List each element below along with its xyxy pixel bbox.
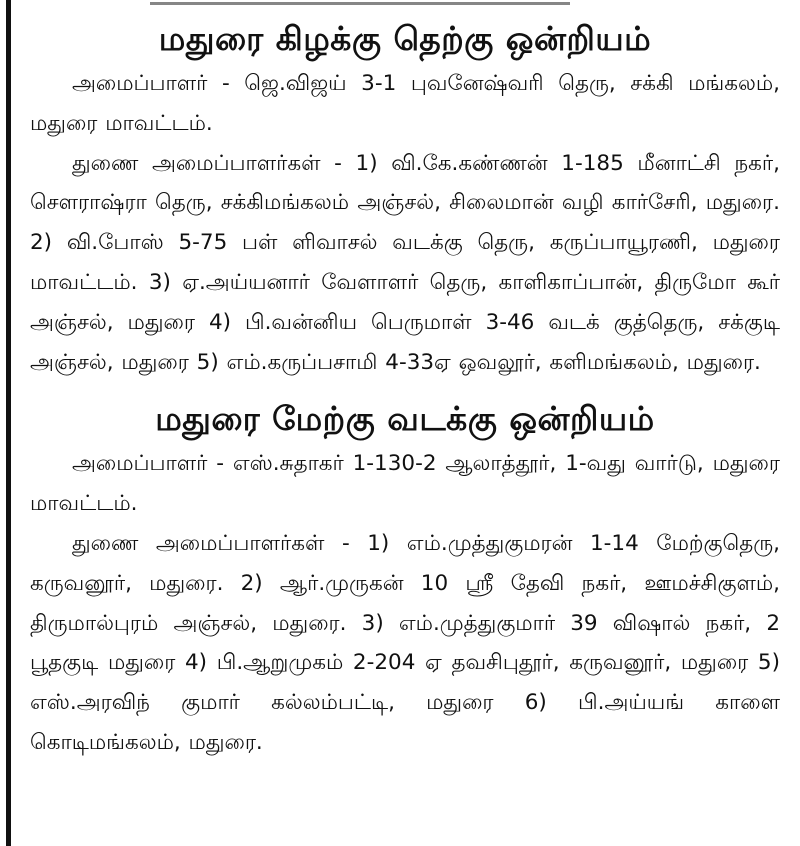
- column-rule: [6, 0, 11, 846]
- section-title: மதுரை மேற்கு வடக்கு ஒன்றியம்: [155, 399, 655, 439]
- section-title: மதுரை கிழக்கு தெற்கு ஒன்றியம்: [158, 19, 652, 58]
- organizer-paragraph: அமைப்பாளர் - எஸ்.சுதாகர் 1-130-2 ஆலாத்தூர், 1-வது வார்டு, மதுரை மாவட்டம்.: [30, 451, 780, 517]
- section-east-south-union: [30, 0, 780, 382]
- deputies-paragraph: துணை அமைப்பாளர்கள் - 1) வி.கே.கண்ணன் 1-185 மீனாட்சி நகர், சௌராஷ்ரா தெரு, சக்கிமங்கலம் அஞ்சல், சிலைமான் வழி கார்சேரி, மதுரை. 2) வி.போஸ் 5-75 பள் ளிவாசல் வடக்கு தெரு, கருப்பாயூரணி, மதுரை மாவட்டம். 3) ஏ.அய்யனார் வேளாளர் தெரு, காளிகாப்பான், திருமோ கூர் அஞ்சல், மதுரை 4) பி.வன்னிய பெருமாள் 3-46 வடக் குத்தெரு, சக்குடி அஞ்சல், மதுரை 5) எம்.கருப்பசாமி 4-33ஏ ஒவலூர், களிமங்கலம், மதுரை.: [30, 150, 780, 375]
- deputies-paragraph: துணை அமைப்பாளர்கள் - 1) எம்.முத்துகுமரன் 1-14 மேற்குதெரு, கருவனூர், மதுரை. 2) ஆர்.முருகன் 10 ஸ்ரீ தேவி நகர், ஊமச்சிகுளம், திருமால்புரம் அஞ்சல், மதுரை. 3) எம்.முத்துகுமார் 39 விஷால் நகர், 2 பூதகுடி மதுரை 4) பி.ஆறுமுகம் 2-204 ஏ தவசிபுதூர், கருவனூர், மதுரை 5) எஸ்.அரவிந் குமார் கல்லம்பட்டி, மதுரை 6) பி.அய்யங் காளை கொடிமங்கலம், மதுரை.: [30, 530, 780, 755]
- cropped-text-fragment: [150, 0, 570, 5]
- section-west-north-union: [30, 382, 780, 762]
- organizer-paragraph: அமைப்பாளர் - ஜெ.விஜய் 3-1 புவனேஷ்வரி தெரு, சக்கி மங்கலம், மதுரை மாவட்டம்.: [30, 71, 780, 136]
